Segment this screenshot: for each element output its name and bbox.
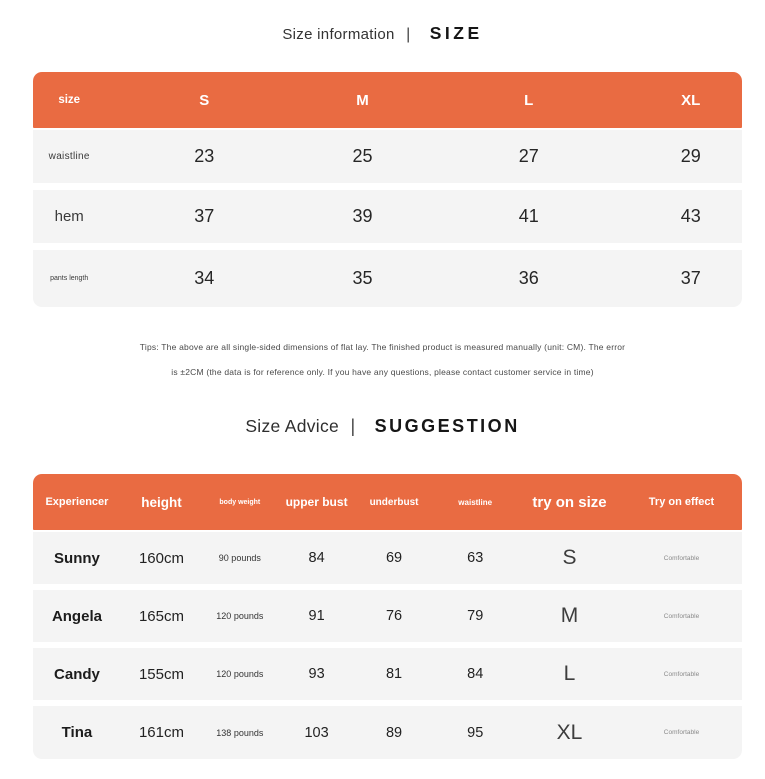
cell-value: 34 (194, 268, 215, 288)
cell-body-weight: 90 pounds (218, 553, 261, 563)
cell-try-on-effect: Comfortable (663, 729, 700, 736)
cell-waistline: 63 (467, 550, 484, 566)
cell-experiencer: Candy (54, 665, 100, 683)
size-advice-title-text: Size Advice (245, 416, 340, 436)
cell-value: 27 (518, 146, 539, 166)
size-table-header-m: M (356, 91, 369, 109)
cell-waistline: 95 (467, 724, 484, 741)
cell-height: 161cm (138, 724, 184, 741)
suggestion-table (33, 474, 742, 759)
cell-height: 165cm (138, 607, 184, 625)
cell-body-weight: 138 pounds (216, 727, 264, 738)
title-divider: | (406, 26, 411, 43)
row-label: waistline (48, 151, 90, 162)
cell-try-on-effect: Comfortable (663, 612, 700, 620)
header-upper-bust: upper bust (285, 495, 348, 509)
cell-value: 37 (194, 206, 215, 226)
cell-value: 36 (518, 268, 539, 288)
cell-value: 23 (194, 146, 215, 166)
cell-body-weight: 120 pounds (216, 669, 264, 679)
cell-experiencer: Tina (61, 724, 93, 741)
cell-try-on-size: S (562, 546, 577, 569)
size-advice-title-accent: SUGGESTION (374, 416, 520, 436)
tips-line-1: Tips: The above are all single-sided dimensions of flat lay. The finished product is measured manually (unit: CM). The error (139, 342, 626, 352)
cell-try-on-size: M (560, 604, 579, 627)
table-row-hem (33, 190, 742, 243)
tips-line-2: is ±2CM (the data is for reference only. If you have any questions, please contact customer service in time) (171, 367, 594, 377)
header-try-on-effect: Try on effect (648, 496, 715, 508)
cell-try-on-effect: Comfortable (663, 670, 700, 678)
cell-underbust: 89 (385, 724, 403, 741)
row-label: hem (54, 208, 84, 225)
cell-waistline: 79 (467, 608, 484, 624)
cell-try-on-effect: Comfortable (663, 554, 700, 562)
header-underbust: underbust (369, 496, 419, 508)
table-row-tina (33, 706, 742, 759)
cell-upper-bust: 103 (304, 724, 329, 741)
table-row-pants-length (33, 250, 742, 307)
cell-upper-bust: 84 (308, 550, 325, 566)
header-waistline: waistline (458, 497, 493, 507)
table-row-sunny (33, 532, 742, 584)
cell-try-on-size: L (563, 662, 576, 685)
cell-value: 41 (518, 206, 539, 226)
tips-note (0, 335, 765, 385)
cell-waistline: 84 (467, 666, 484, 682)
table-row-waistline (33, 130, 742, 183)
size-table-header (33, 72, 742, 128)
size-table-header-s: S (199, 91, 210, 109)
cell-experiencer: Angela (51, 607, 102, 625)
cell-value: 43 (680, 206, 701, 226)
cell-underbust: 76 (385, 608, 403, 624)
cell-upper-bust: 91 (308, 608, 325, 624)
table-row-candy (33, 648, 742, 700)
cell-height: 155cm (138, 665, 184, 683)
cell-experiencer: Sunny (54, 549, 100, 567)
cell-height: 160cm (138, 549, 184, 567)
size-table-header-xl: XL (681, 91, 701, 109)
header-body-weight: body weight (219, 498, 261, 506)
cell-value: 25 (352, 146, 373, 166)
table-row-angela (33, 590, 742, 642)
cell-value: 35 (352, 268, 373, 288)
cell-upper-bust: 93 (308, 666, 325, 682)
size-info-title-accent: SIZE (429, 23, 483, 43)
size-info-title-text: Size information (282, 26, 395, 43)
title-divider: | (350, 416, 356, 436)
row-label: pants length (50, 275, 89, 282)
cell-body-weight: 120 pounds (216, 611, 264, 621)
size-advice-title (0, 416, 765, 437)
size-info-title (0, 23, 765, 44)
cell-value: 37 (680, 268, 701, 288)
suggestion-table-header (33, 474, 742, 530)
header-experiencer: Experiencer (45, 496, 109, 508)
cell-value: 29 (680, 146, 701, 166)
cell-try-on-size: XL (556, 720, 583, 744)
size-table-header-size: size (58, 94, 81, 106)
header-height: height (141, 494, 182, 510)
cell-underbust: 69 (385, 550, 403, 566)
size-table (33, 72, 742, 307)
cell-underbust: 81 (385, 666, 403, 682)
header-try-on-size: try on size (532, 493, 607, 511)
size-table-header-l: L (524, 91, 534, 109)
cell-value: 39 (352, 206, 373, 226)
